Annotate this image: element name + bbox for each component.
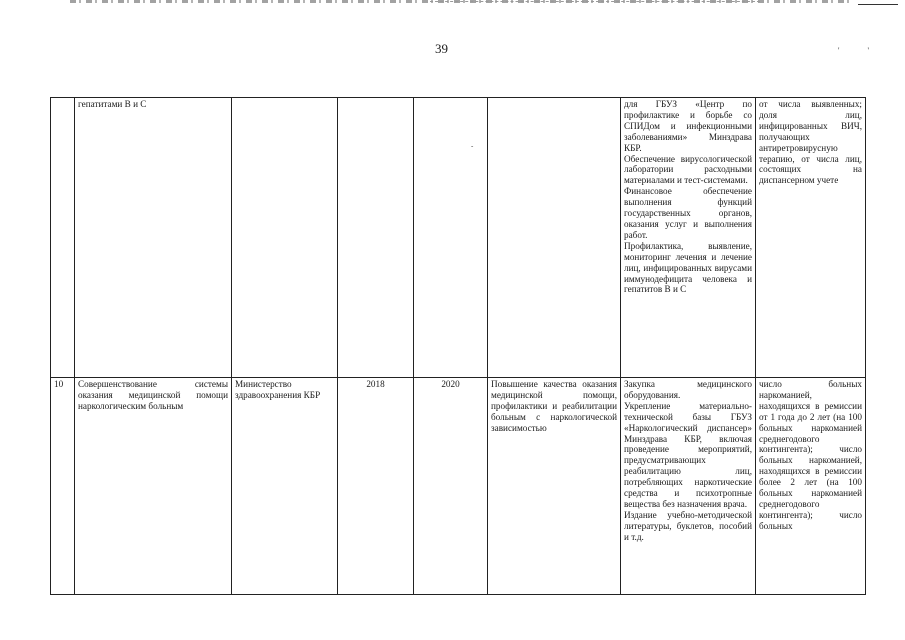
table-row-continuation [51,98,866,378]
table-row-10 [51,378,866,595]
action-paragraph: Финансовое обеспечение выполнения функций государственных органов, оказания услуг и выполнения работ. [624,186,752,240]
action-paragraph: Обеспечение вирусологической лаборатории расходными материалами и тест-системами. [624,153,752,186]
cell-activity-name: гепатитами В и С [75,98,232,378]
cell-num: 10 [51,378,75,595]
cell-num-empty [51,98,75,378]
cell-end-empty [414,98,488,378]
cell-executor-empty [232,98,338,378]
action-paragraph: Закупка медицинского оборудования. [624,379,752,400]
scan-speck: - [471,142,474,150]
action-paragraph: для ГБУЗ «Центр по профилактике и борьбе со СПИДом и инфекционными заболеваниями» Минздрава КБР. [624,99,752,153]
action-paragraph: Профилактика, выявление, мониторинг лечения и лечение лиц, инфицированных вирусами иммунодефицита человека и гепатитов В и С [624,240,752,295]
cell-expected-result: Повышение качества оказания медицинской помощи, профилактики и реабилитации больным с наркологической зависимостью [488,378,621,595]
cell-indicators: число больных наркоманией, находящихся в ремиссии от 1 года до 2 лет (на 100 больных наркоманией среднегодового контингента); число больных наркоманией, находящихся в ремиссии более 2 лет (на 100 больных наркоманией среднегодового контингента); число больных [756,378,866,595]
scan-specks: '' [838,46,897,55]
cell-result-empty [488,98,621,378]
cell-start-empty [338,98,414,378]
program-table [50,97,866,595]
cell-actions [621,378,756,595]
scan-artifact-dashed [430,1,760,3]
cell-actions [621,98,756,378]
cell-start-year: 2018 [338,378,414,595]
action-paragraph: Издание учебно-методической литературы, буклетов, пособий и т.д. [624,509,752,542]
scan-artifact-right [858,4,898,5]
cell-indicators: от числа выявленных; доля лиц, инфицированных ВИЧ, получающих антиретровирусную терапию, от числа лиц, состоящих на диспансерном учете [756,98,866,378]
cell-executor: Министерство здравоохранения КБР [232,378,338,595]
page-number: 39 [435,41,448,56]
action-paragraph: Укрепление материально-технической базы ГБУЗ «Наркологический диспансер» Минздрава КБР, включая проведение мероприятий, предусматривающих реабилитацию лиц, потребляющих наркотические средства и психотропные вещества без назначения врача. [624,400,752,509]
cell-end-year: 2020 [414,378,488,595]
cell-activity-name: Совершенствование системы оказания медицинской помощи наркологическим больным [75,378,232,595]
